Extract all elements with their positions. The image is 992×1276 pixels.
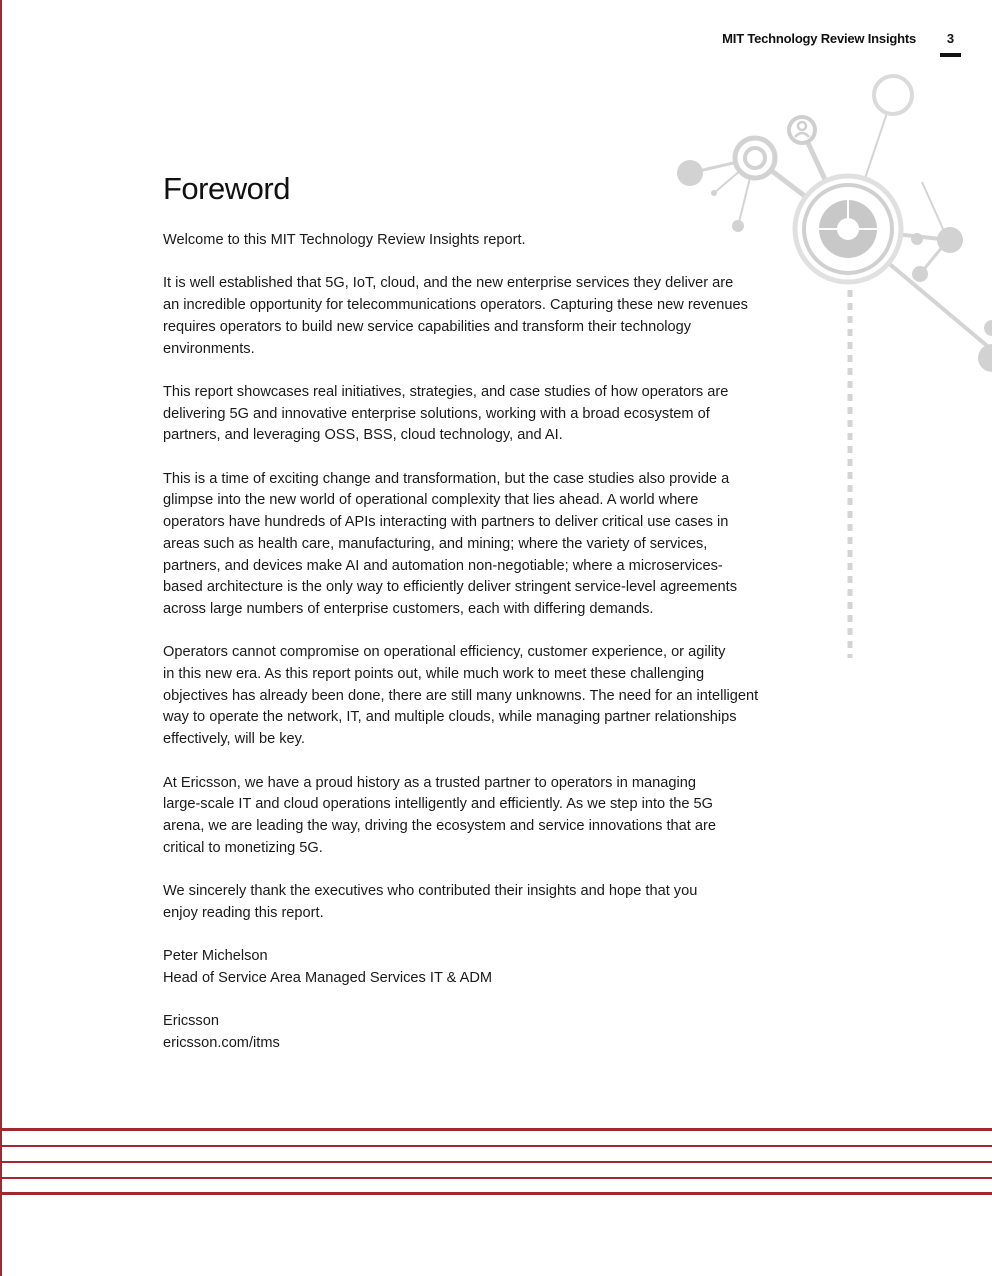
text-line: way to operate the network, IT, and multiple clouds, while managing partner relationships <box>163 709 737 726</box>
text-line: critical to monetizing 5G. <box>163 839 323 856</box>
footer-rules <box>0 1128 992 1198</box>
text-line: delivering 5G and innovative enterprise solutions, working with a broad ecosystem of <box>163 405 710 422</box>
text-line: glimpse into the new world of operational complexity that lies ahead. A world where <box>163 492 699 509</box>
text-line: requires operators to build new service capabilities and transform their technology <box>163 318 692 335</box>
paragraph <box>163 881 783 924</box>
paragraph <box>163 642 783 751</box>
footer-rule <box>0 1192 992 1195</box>
text-line: large-scale IT and cloud operations intelligently and efficiently. As we step into the 5G <box>163 796 714 813</box>
signer-name: Peter Michelson <box>163 948 268 965</box>
company-name: Ericsson <box>163 1013 219 1030</box>
text-line: It is well established that 5G, IoT, cloud, and the new enterprise services they deliver are <box>163 275 734 292</box>
signer-role: Head of Service Area Managed Services IT & ADM <box>163 969 493 986</box>
text-line: Welcome to this MIT Technology Review Insights report. <box>163 232 526 248</box>
page-heading: Foreword <box>163 171 290 206</box>
company-block <box>163 1011 783 1054</box>
footer-rule <box>0 1161 992 1163</box>
publication-title: MIT Technology Review Insights <box>722 31 916 46</box>
text-line: arena, we are leading the way, driving the ecosystem and service innovations that are <box>163 817 716 834</box>
page-number-underline <box>940 53 961 57</box>
text-line: Operators cannot compromise on operational efficiency, customer experience, or agility <box>163 644 726 661</box>
text-line: across large numbers of enterprise customers, each with differing demands. <box>163 600 654 617</box>
text-line: At Ericsson, we have a proud history as a trusted partner to operators in managing <box>163 774 696 791</box>
text-line: operators have hundreds of APIs interacting with partners to deliver critical use cases in <box>163 514 729 531</box>
text-line: an incredible opportunity for telecommunications operators. Capturing these new revenues <box>163 297 748 314</box>
text-line: areas such as health care, manufacturing, and mining; where the variety of services, <box>163 535 708 552</box>
signature-block <box>163 946 783 989</box>
paragraph <box>163 382 783 447</box>
company-url: ericsson.com/itms <box>163 1034 280 1051</box>
text-line: based architecture is the only way to efficiently deliver stringent service-level agreements <box>163 579 738 596</box>
text-line: We sincerely thank the executives who contributed their insights and hope that you <box>163 883 698 899</box>
text-line: enjoy reading this report. <box>163 904 324 921</box>
text-line: This is a time of exciting change and transformation, but the case studies also provide a <box>163 470 730 487</box>
footer-rule <box>0 1128 992 1131</box>
page-number: 3 <box>946 31 955 46</box>
text-line: objectives has already been done, there are still many unknowns. The need for an intelligent <box>163 687 759 704</box>
paragraph <box>163 230 783 252</box>
paragraph <box>163 273 783 360</box>
text-line: environments. <box>163 340 255 357</box>
footer-rule <box>0 1145 992 1147</box>
paragraph <box>163 469 783 621</box>
footer-rule <box>0 1177 992 1179</box>
text-line: in this new era. As this report points out, while much work to meet these challenging <box>163 666 705 682</box>
left-margin-rule <box>0 0 2 1276</box>
text-line: effectively, will be key. <box>163 731 305 748</box>
foreword-body <box>163 230 783 1076</box>
paragraph <box>163 773 783 860</box>
text-line: partners, and devices make AI and automation non-negotiable; where a microservices- <box>163 557 723 574</box>
text-line: This report showcases real initiatives, strategies, and case studies of how operators are <box>163 383 729 400</box>
text-line: partners, and leveraging OSS, BSS, cloud technology, and AI. <box>163 427 563 444</box>
